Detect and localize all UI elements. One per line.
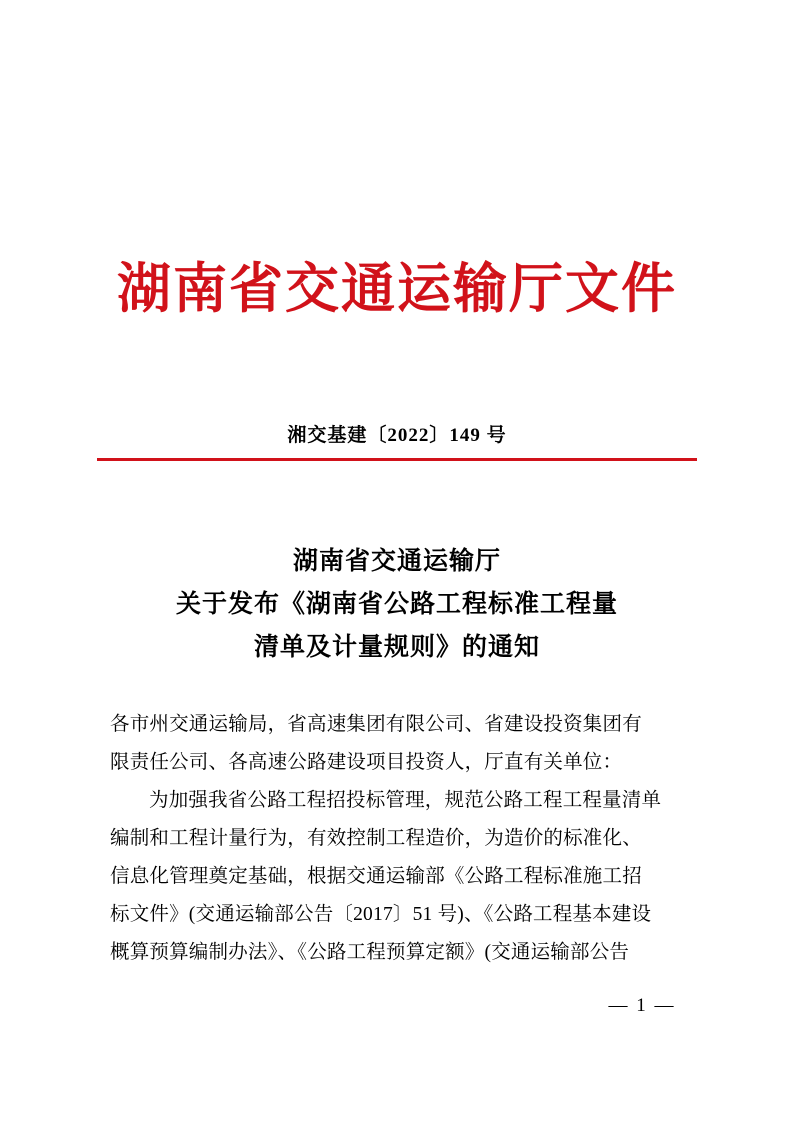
- body-line: 信息化管理奠定基础，根据交通运输部《公路工程标准施工招: [110, 866, 642, 887]
- body-line: 为加强我省公路工程招投标管理，规范公路工程工程量清单: [149, 790, 662, 811]
- body-line: 概算预算编制办法》、《公路工程预算定额》(交通运输部公告: [110, 942, 630, 963]
- red-divider-rule: [97, 458, 697, 461]
- masthead-title: 湖南省交通运输厅文件: [117, 259, 677, 319]
- body-line: 各市州交通运输局，省高速集团有限公司、省建设投资集团有: [110, 714, 642, 735]
- title-line-2: 关于发布《湖南省公路工程标准工程量: [175, 591, 618, 618]
- title-line-1: 湖南省交通运输厅: [292, 548, 501, 575]
- title-line-3: 清单及计量规则》的通知: [253, 634, 540, 661]
- document-number: 湘交基建〔2022〕149 号: [287, 425, 507, 446]
- body-line: 标文件》(交通运输部公告〔2017〕51 号)、《公路工程基本建设: [110, 904, 652, 925]
- document-title: [97, 540, 697, 669]
- body-line: 限责任公司、各高速公路建设项目投资人，厅直有关单位：: [110, 752, 623, 773]
- masthead: [0, 258, 794, 320]
- document-body: [110, 706, 690, 972]
- body-line: 编制和工程计量行为，有效控制工程造价，为造价的标准化、: [110, 828, 642, 849]
- page-number: — 1 —: [608, 995, 676, 1016]
